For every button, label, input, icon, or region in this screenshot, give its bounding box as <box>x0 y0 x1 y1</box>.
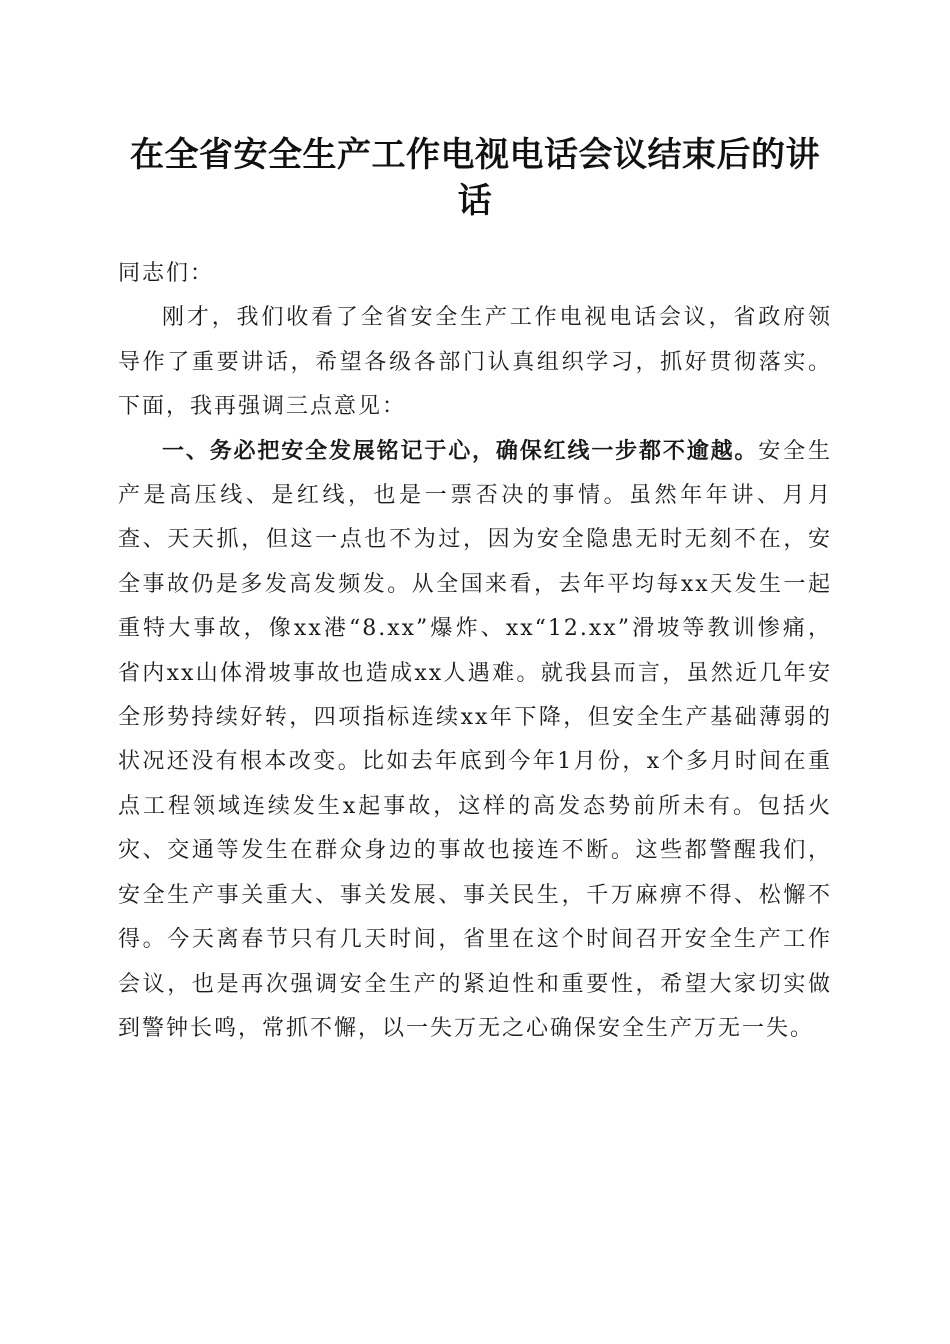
section-one-paragraph <box>118 430 832 1052</box>
document-title: 在全省安全生产工作电视电话会议结束后的讲话 <box>130 135 820 221</box>
document-body <box>118 252 832 1051</box>
salutation: 同志们： <box>118 261 215 286</box>
section-one-heading: 一、务必把安全发展铭记于心，确保红线一步都不逾越。 <box>162 438 759 464</box>
intro-paragraph <box>118 296 832 429</box>
intro-paragraph-text: 刚才，我们收看了全省安全生产工作电视电话会议，省政府领导作了重要讲话，希望各级各部门认真组织学习，抓好贯彻落实。下面，我再强调三点意见： <box>118 305 832 420</box>
section-one-text: 安全生产是高压线、是红线，也是一票否决的事情。虽然年年讲、月月查、天天抓，但这一点也不为过，因为安全隐患无时无刻不在，安全事故仍是多发高发频发。从全国来看，去年平均每xx天发生一起重特大事故，像xx港“8.xx”爆炸、xx“12.xx”滑坡等教训惨痛，省内xx山体滑坡事故也造成xx人遇难。就我县而言，虽然近几年安全形势持续好转，四项指标连续xx年下降，但安全生产基础薄弱的状况还没有根本改变。比如去年底到今年1月份，x个多月时间在重点工程领域连续发生x起事故，这样的高发态势前所未有。包括火灾、交通等发生在群众身边的事故也接连不断。这些都警醒我们，安全生产事关重大、事关发展、事关民生，千万麻痹不得、松懈不得。今天离春节只有几天时间，省里在这个时间召开安全生产工作会议，也是再次强调安全生产的紧迫性和重要性，希望大家切实做到警钟长鸣，常抓不懈，以一失万无之心确保安全生产万无一失。 <box>118 438 832 1041</box>
